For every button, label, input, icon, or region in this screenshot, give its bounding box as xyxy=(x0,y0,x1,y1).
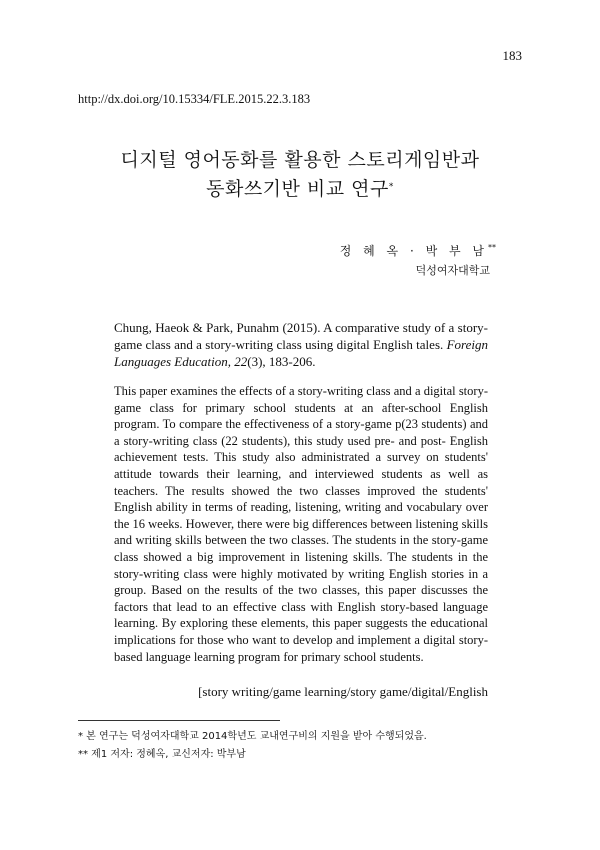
author-names-text: 정 혜 옥 · 박 부 남 xyxy=(339,244,488,258)
citation-journal: Foreign Languages Education, 22 xyxy=(114,337,488,369)
author-affiliation: 덕성여자대학교 xyxy=(415,264,490,277)
title-footnote-mark: * xyxy=(388,182,394,192)
footnote-divider xyxy=(78,720,280,721)
paper-title xyxy=(0,146,600,204)
citation-issue: (3), 183-206. xyxy=(247,354,316,369)
footnote-1: * 본 연구는 덕성여자대학교 2014학년도 교내연구비의 지원을 받아 수행되었음. xyxy=(78,731,427,742)
author-footnote-mark: ** xyxy=(488,243,496,252)
author-names xyxy=(340,242,496,259)
citation xyxy=(114,319,488,370)
abstract: This paper examines the effects of a story-writing class and a digital story-game class for primary school students at an after-school English program. To compare the effectiveness of a story-game p(23 students) and a story-writing class (22 students), this study used pre- and post- English achievement tests. This study also administrated a survey on students' attitude towards their learning, and interviewed students as well as teachers. The results showed the two classes improved the students' English ability in terms of reading, listening, writing and vocabulary over the 16 weeks. However, there were big differences between listening skills and writing skills between the two classes. The students in the story-game class showed a big improvement in listening skills. The students in the story-writing class were highly motivated by writing English stories in a group. Based on the results of the two classes, this paper discusses the factors that lead to an effective class with English story-based language learning. By exploring these elements, this paper suggests the educational implications for those who want to develop and implement a digital story-based language learning program for primary school students. xyxy=(114,384,488,664)
page-number: 183 xyxy=(502,48,522,63)
title-line-2 xyxy=(0,175,600,204)
footnotes xyxy=(78,728,427,764)
citation-text: Chung, Haeok & Park, Punahm (2015). A comparative study of a story-game class and a story-writing class using digital English tales. xyxy=(114,320,488,352)
keywords: [story writing/game learning/story game/digital/English xyxy=(198,684,488,699)
title-line-1: 디지털 영어동화를 활용한 스토리게임반과 xyxy=(120,149,480,171)
footnote-2: ** 제1 저자: 정혜옥, 교신저자: 박부남 xyxy=(78,749,246,760)
title-line-2-text: 동화쓰기반 비교 연구 xyxy=(206,178,389,200)
doi-link[interactable]: http://dx.doi.org/10.15334/FLE.2015.22.3.183 xyxy=(78,92,311,106)
